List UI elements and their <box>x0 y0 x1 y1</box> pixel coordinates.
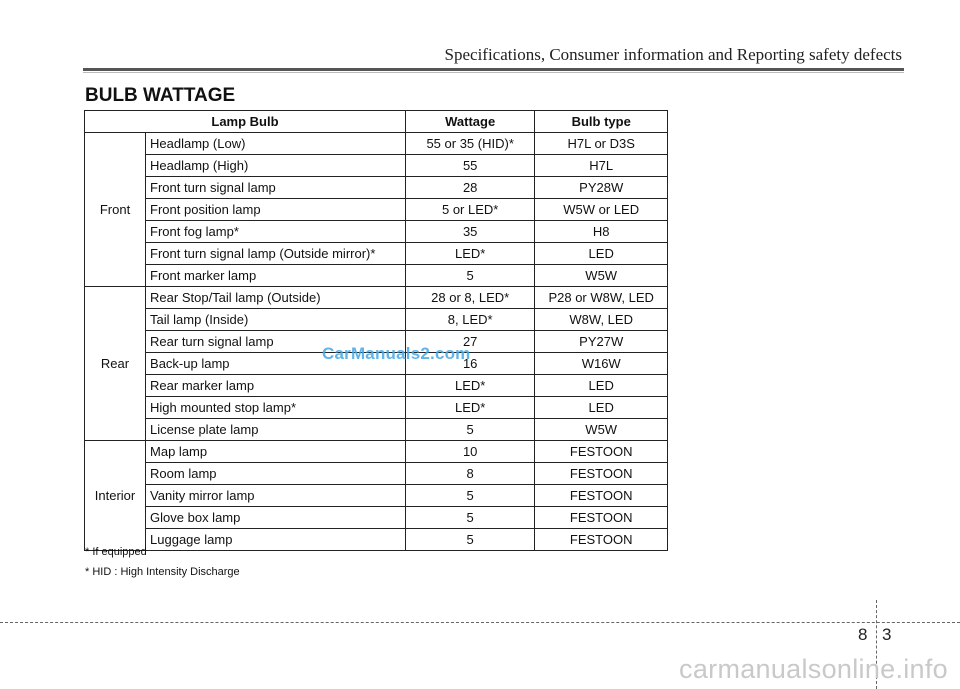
lamp-name-cell: Front turn signal lamp (Outside mirror)* <box>146 243 406 265</box>
bulb-type-cell: FESTOON <box>535 529 668 551</box>
wattage-cell: 5 or LED* <box>405 199 534 221</box>
bulb-type-cell: FESTOON <box>535 485 668 507</box>
column-header-bulb-type: Bulb type <box>535 111 668 133</box>
group-label-front: Front <box>85 133 146 287</box>
bulb-wattage-table <box>84 110 668 551</box>
table-row <box>85 133 668 155</box>
bulb-type-cell: LED <box>535 397 668 419</box>
wattage-cell: 35 <box>405 221 534 243</box>
bulb-type-cell: P28 or W8W, LED <box>535 287 668 309</box>
site-watermark: carmanualsonline.info <box>679 654 948 684</box>
lamp-name-cell: Room lamp <box>146 463 406 485</box>
wattage-cell: 5 <box>405 529 534 551</box>
wattage-cell: LED* <box>405 243 534 265</box>
bulb-type-cell: FESTOON <box>535 463 668 485</box>
footnote-hid: * HID : High Intensity Discharge <box>85 566 240 578</box>
header-rule-thin <box>83 72 904 73</box>
table-row <box>85 309 668 331</box>
lamp-name-cell: High mounted stop lamp* <box>146 397 406 419</box>
table-header-row <box>85 111 668 133</box>
table-row <box>85 463 668 485</box>
lamp-name-cell: Back-up lamp <box>146 353 406 375</box>
table-row <box>85 375 668 397</box>
lamp-name-cell: Rear Stop/Tail lamp (Outside) <box>146 287 406 309</box>
page-number: 3 <box>882 625 892 644</box>
footnotes <box>85 546 240 586</box>
table-row <box>85 199 668 221</box>
lamp-name-cell: License plate lamp <box>146 419 406 441</box>
lamp-name-cell: Rear turn signal lamp <box>146 331 406 353</box>
table-body <box>85 133 668 551</box>
column-header-lamp: Lamp Bulb <box>85 111 406 133</box>
lamp-name-cell: Tail lamp (Inside) <box>146 309 406 331</box>
table-row <box>85 287 668 309</box>
table-row <box>85 441 668 463</box>
table-row <box>85 221 668 243</box>
lamp-name-cell: Luggage lamp <box>146 529 406 551</box>
wattage-cell: 55 <box>405 155 534 177</box>
wattage-cell: 8, LED* <box>405 309 534 331</box>
carmanuals-watermark: CarManuals2.com <box>322 344 471 363</box>
lamp-name-cell: Map lamp <box>146 441 406 463</box>
lamp-name-cell: Glove box lamp <box>146 507 406 529</box>
bulb-type-cell: PY27W <box>535 331 668 353</box>
bulb-type-cell: LED <box>535 243 668 265</box>
wattage-cell: 5 <box>405 485 534 507</box>
table-row <box>85 155 668 177</box>
bulb-type-cell: FESTOON <box>535 441 668 463</box>
wattage-cell: 10 <box>405 441 534 463</box>
page-header-title: Specifications, Consumer information and Reporting safety defects <box>444 45 902 64</box>
lamp-name-cell: Headlamp (High) <box>146 155 406 177</box>
group-label-interior: Interior <box>85 441 146 551</box>
bulb-type-cell: W5W or LED <box>535 199 668 221</box>
table-row <box>85 177 668 199</box>
lamp-name-cell: Headlamp (Low) <box>146 133 406 155</box>
wattage-cell: 8 <box>405 463 534 485</box>
section-heading: BULB WATTAGE <box>85 85 236 106</box>
wattage-cell: 28 <box>405 177 534 199</box>
lamp-name-cell: Front fog lamp* <box>146 221 406 243</box>
bulb-type-cell: FESTOON <box>535 507 668 529</box>
lamp-name-cell: Vanity mirror lamp <box>146 485 406 507</box>
chapter-number: 8 <box>858 625 868 644</box>
bulb-type-cell: W5W <box>535 419 668 441</box>
lamp-name-cell: Front position lamp <box>146 199 406 221</box>
table-row <box>85 419 668 441</box>
bulb-type-cell: H7L or D3S <box>535 133 668 155</box>
table-row <box>85 507 668 529</box>
wattage-cell: LED* <box>405 375 534 397</box>
column-header-wattage: Wattage <box>405 111 534 133</box>
wattage-cell: 28 or 8, LED* <box>405 287 534 309</box>
table-row <box>85 397 668 419</box>
table-row <box>85 265 668 287</box>
bulb-type-cell: W8W, LED <box>535 309 668 331</box>
bulb-type-cell: PY28W <box>535 177 668 199</box>
table-row <box>85 243 668 265</box>
wattage-cell: 55 or 35 (HID)* <box>405 133 534 155</box>
wattage-cell: 5 <box>405 265 534 287</box>
wattage-cell: 27 <box>405 331 534 353</box>
lamp-name-cell: Front turn signal lamp <box>146 177 406 199</box>
bulb-type-cell: W16W <box>535 353 668 375</box>
wattage-cell: LED* <box>405 397 534 419</box>
wattage-cell: 16 <box>405 353 534 375</box>
bulb-type-cell: LED <box>535 375 668 397</box>
group-label-rear: Rear <box>85 287 146 441</box>
wattage-cell: 5 <box>405 419 534 441</box>
footnote-if-equipped: * If equipped <box>85 546 147 558</box>
bulb-type-cell: H7L <box>535 155 668 177</box>
table-row <box>85 485 668 507</box>
lamp-name-cell: Rear marker lamp <box>146 375 406 397</box>
bottom-dashed-rule <box>0 622 960 623</box>
bulb-type-cell: W5W <box>535 265 668 287</box>
wattage-cell: 5 <box>405 507 534 529</box>
header-rule <box>83 68 904 71</box>
bulb-type-cell: H8 <box>535 221 668 243</box>
lamp-name-cell: Front marker lamp <box>146 265 406 287</box>
